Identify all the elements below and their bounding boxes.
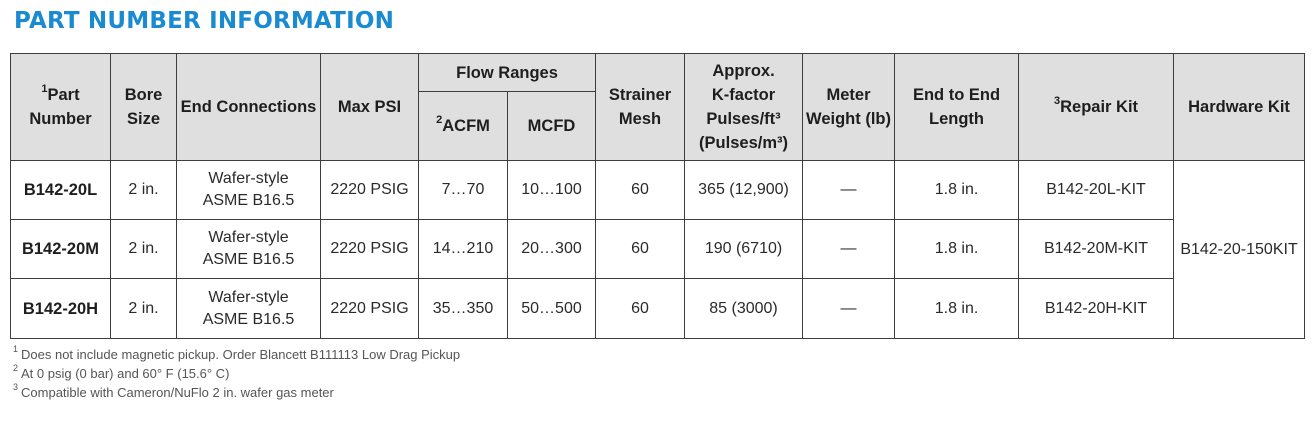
header-repair-kit: $^3$Repair Kit [1019,54,1174,161]
cell-part-number: B142-20H [11,279,111,339]
cell-bore-size: 2 in. [111,220,177,279]
cell-repair-kit: B142-20H-KIT [1019,279,1174,339]
header-part-number: $^1$Part Number [11,54,111,161]
table-row [11,220,1305,279]
cell-max-psi: 2220 PSIG [321,161,419,220]
cell-acfm: 14…210 [419,220,508,279]
header-acfm: $^2$ACFM [419,92,508,161]
cell-max-psi: 2220 PSIG [321,279,419,339]
cell-end-connections: Wafer-style ASME B16.5 [177,220,321,279]
cell-k-factor: 365 (12,900) [685,161,803,220]
header-end-connections: End Connections [177,54,321,161]
part-number-table [10,53,1305,339]
table-row [11,161,1305,220]
cell-end-connections: Wafer-style ASME B16.5 [177,161,321,220]
header-strainer-mesh: Strainer Mesh [596,54,685,161]
header-flow-ranges: Flow Ranges [419,54,596,92]
header-max-psi: Max PSI [321,54,419,161]
cell-part-number: B142-20L [11,161,111,220]
cell-acfm: 7…70 [419,161,508,220]
footnote: $^1$ Does not include magnetic pickup. Order Blancett B111113 Low Drag Pickup [13,343,461,362]
header-hardware-kit: Hardware Kit [1174,54,1305,161]
cell-end-to-end: 1.8 in. [895,161,1019,220]
cell-k-factor: 85 (3000) [685,279,803,339]
header-end-to-end-length: End to End Length [895,54,1019,161]
cell-acfm: 35…350 [419,279,508,339]
cell-bore-size: 2 in. [111,279,177,339]
cell-repair-kit: B142-20L-KIT [1019,161,1174,220]
cell-bore-size: 2 in. [111,161,177,220]
cell-strainer-mesh: 60 [596,161,685,220]
cell-max-psi: 2220 PSIG [321,220,419,279]
cell-strainer-mesh: 60 [596,279,685,339]
page-title: PART NUMBER INFORMATION [14,8,395,34]
cell-meter-weight: — [803,279,895,339]
table-row [11,279,1305,339]
cell-strainer-mesh: 60 [596,220,685,279]
cell-meter-weight: — [803,220,895,279]
cell-mcfd: 20…300 [508,220,596,279]
cell-end-to-end: 1.8 in. [895,279,1019,339]
cell-repair-kit: B142-20M-KIT [1019,220,1174,279]
header-meter-weight: Meter Weight (lb) [803,54,895,161]
footnote: $^2$ At 0 psig (0 bar) and 60° F (15.6° C) [13,362,230,381]
cell-k-factor: 190 (6710) [685,220,803,279]
cell-end-connections: Wafer-style ASME B16.5 [177,279,321,339]
cell-hardware-kit: B142-20-150KIT [1174,161,1305,339]
cell-meter-weight: — [803,161,895,220]
header-k-factor: Approx. K-factor Pulses/ft³ (Pulses/m³) [685,54,803,161]
header-mcfd: MCFD [508,92,596,161]
cell-part-number: B142-20M [11,220,111,279]
cell-end-to-end: 1.8 in. [895,220,1019,279]
header-bore-size: Bore Size [111,54,177,161]
footnotes [13,345,460,402]
cell-mcfd: 10…100 [508,161,596,220]
cell-mcfd: 50…500 [508,279,596,339]
footnote: $^3$ Compatible with Cameron/NuFlo 2 in. wafer gas meter [13,381,334,400]
